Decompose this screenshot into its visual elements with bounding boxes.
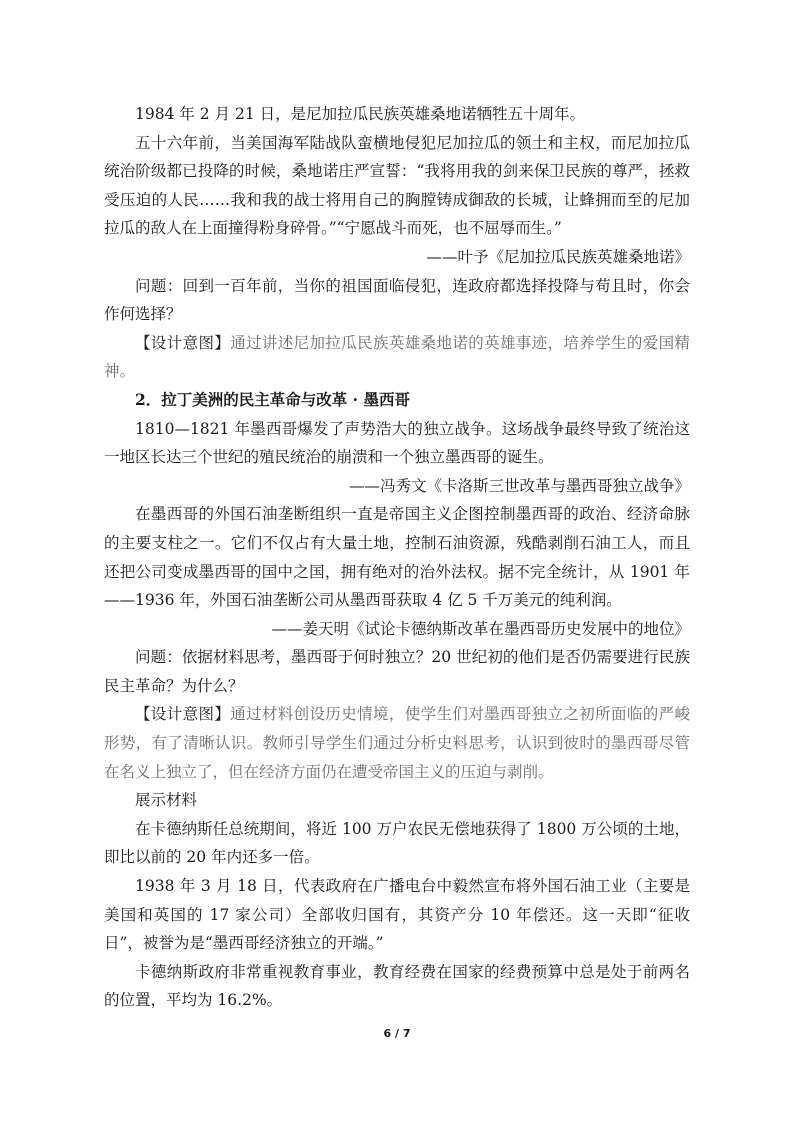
design-intent-label: 【设计意图】 <box>135 333 231 352</box>
section-heading-mexico: 2．拉丁美洲的民主革命与改革 · 墨西哥 <box>135 389 410 409</box>
paragraph-show-material: 展示材料 <box>135 791 198 810</box>
paragraph-education: 卡德纳斯政府非常重视教育事业，教育经费在国家的经费预算中总是处于前两名的位置，平均为 16.2%。 <box>104 962 690 1010</box>
question-2: 问题：依据材料思考，墨西哥于何时独立？20 世纪初的他们是否仍需要进行民族民主革命？为什么？ <box>104 648 690 695</box>
paragraph-oil-monopoly: 在墨西哥的外国石油垄断组织一直是帝国主义企图控制墨西哥的政治、经济命脉的主要支柱之一。它们不仅占有大量土地，控制石油资源，残酷剥削石油工人，而且还把公司变成墨西哥的国中之国，拥有绝对的治外法权。据不完全统计，从 1901 年——1936 年，外国石油垄断公司从墨西哥获取 4 亿 5 千万美元的纯利润。 <box>104 505 690 610</box>
source-citation-sandino: ——叶予《尼加拉瓜民族英雄桑地诺》 <box>426 247 690 266</box>
source-citation-feng: ——冯秀文《卡洛斯三世改革与墨西哥独立战争》 <box>348 476 690 495</box>
page-number: 6 / 7 <box>383 1027 411 1040</box>
paragraph-anniversary: 1984 年 2 月 21 日，是尼加拉瓜民族英雄桑地诺牺牲五十周年。 <box>135 105 586 123</box>
paragraph-sandino-oath: 五十六年前，当美国海军陆战队蛮横地侵犯尼加拉瓜的领土和主权，而尼加拉瓜统治阶级都已投降的时候，桑地诺庄严宣誓：“我将用我的剑来保卫民族的尊严，拯救受压迫的人民……我和我的战士将用自己的胸膛铸成御敌的长城，让蜂拥而至的尼加拉瓜的敌人在上面撞得粉身碎骨。”“宁愿战斗而死，也不屈辱而生。” <box>104 133 690 238</box>
design-intent-text: 通过讲述尼加拉瓜民族英雄桑地诺的英雄事迹，培养学生的爱国精神。 <box>104 333 690 381</box>
design-intent-text: 通过材料创设历史情境，使学生们对墨西哥独立之初所面临的严峻形势，有了清晰认识。教师引导学生们通过分析史料思考，认识到彼时的墨西哥尽管在名义上独立了，但在经济方面仍在遭受帝国主义的压迫与剥削。 <box>104 705 690 781</box>
paragraph-independence-war: 1810—1821 年墨西哥爆发了声势浩大的独立战争。这场战争最终导致了统治这一地区长达三个世纪的殖民统治的崩溃和一个独立墨西哥的诞生。 <box>104 419 690 467</box>
question-1: 问题：回到一百年前，当你的祖国面临侵犯，连政府都选择投降与苟且时，你会作何选择？ <box>104 276 690 324</box>
source-citation-jiang: ——姜天明《试论卡德纳斯改革在墨西哥历史发展中的地位》 <box>271 619 690 638</box>
design-intent-label: 【设计意图】 <box>135 705 231 724</box>
document-body <box>104 100 690 1015</box>
paragraph-land-reform: 在卡德纳斯任总统期间，将近 100 万户农民无偿地获得了 1800 万公顷的土地，即比以前的 20 年内还多一倍。 <box>104 819 690 867</box>
paragraph-oil-nationalization: 1938 年 3 月 18 日，代表政府在广播电台中毅然宣布将外国石油工业（主要是美国和英国的 17 家公司）全部收归国有，其资产分 10 年偿还。这一天即“征收日”，被誉为是“墨西哥经济独立的开端。” <box>104 877 690 953</box>
design-intent-1 <box>104 329 690 386</box>
design-intent-2 <box>104 700 690 786</box>
